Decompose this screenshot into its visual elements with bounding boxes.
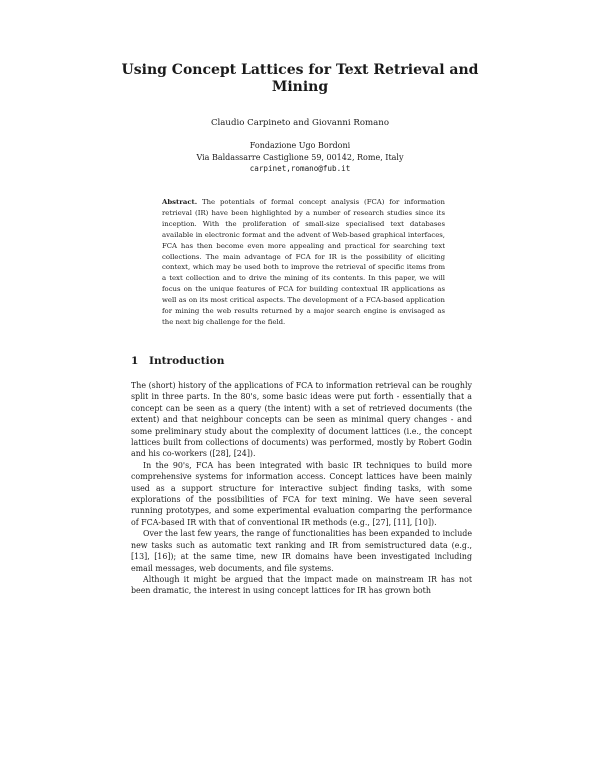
paragraph-4: Although it might be argued that the impact made on mainstream IR has not been dramatic, the interest in using concept lattices for IR has grown both bbox=[131, 574, 472, 596]
email-address: carpinet,romano@fub.it bbox=[249, 164, 351, 174]
abstract-label: Abstract. bbox=[162, 198, 198, 206]
paper-authors: Claudio Carpineto and Giovanni Romano bbox=[210, 118, 389, 128]
section-body bbox=[131, 380, 472, 597]
paper-title: Using Concept Lattices for Text Retrieval and Mining bbox=[121, 62, 479, 95]
affiliation-line-2: Via Baldassarre Castiglione 59, 00142, Rome, Italy bbox=[196, 152, 404, 162]
affiliation-line-1: Fondazione Ugo Bordoni bbox=[249, 141, 351, 150]
section-title: Introduction bbox=[149, 355, 225, 367]
affiliation bbox=[100, 140, 500, 175]
section-number: 1 bbox=[131, 355, 139, 367]
section-heading bbox=[131, 355, 224, 367]
paragraph-3: Over the last few years, the range of functionalities has been expanded to include new tasks such as automatic text ranking and IR from semistructured data (e.g., [13], [16]); at the same time, new IR domains have been investigated including email messages, web documents, and file systems. bbox=[131, 529, 472, 573]
paragraph-1: The (short) history of the applications of FCA to information retrieval can be roughly split in three parts. In the 80's, some basic ideas were put forth - essentially that a concept can be seen as a query (the intent) with a set of retrieved documents (the extent) and that neighbour concepts can be seen as minimal query changes - and some preliminary study about the complexity of document lattices (i.e., the concept lattices built from collections of documents) was performed, mostly by Robert Godin and his co-workers ([28], [24]). bbox=[131, 381, 472, 459]
paragraph-2: In the 90's, FCA has been integrated with basic IR techniques to build more comprehensive systems for information access. Concept lattices have been mainly used as a support structure for interactive subject finding tasks, with some explorations of the possibilities of FCA for text mining. We have seen several running prototypes, and some experimental evaluation comparing the performance of FCA-based IR with that of conventional IR methods (e.g., [27], [11], [10]). bbox=[131, 460, 472, 527]
abstract bbox=[162, 197, 445, 328]
abstract-text: The potentials of formal concept analysis (FCA) for information retrieval (IR) have been highlighted by a number of research studies since its inception. With the proliferation of small-size specialised text databases available in electronic format and the advent of Web-based graphical interfaces, FCA has then become even more appealing and practical for searching text collections. The main advantage of FCA for IR is the possibility of eliciting context, which may be used both to improve the retrieval of specific items from a text collection and to drive the mining of its contents. In this paper, we will focus on the unique features of FCA for building contextual IR applications as well as on its most critical aspects. The development of a FCA-based application for mining the web results returned by a major search engine is envisaged as the next big challenge for the field. bbox=[162, 198, 445, 326]
